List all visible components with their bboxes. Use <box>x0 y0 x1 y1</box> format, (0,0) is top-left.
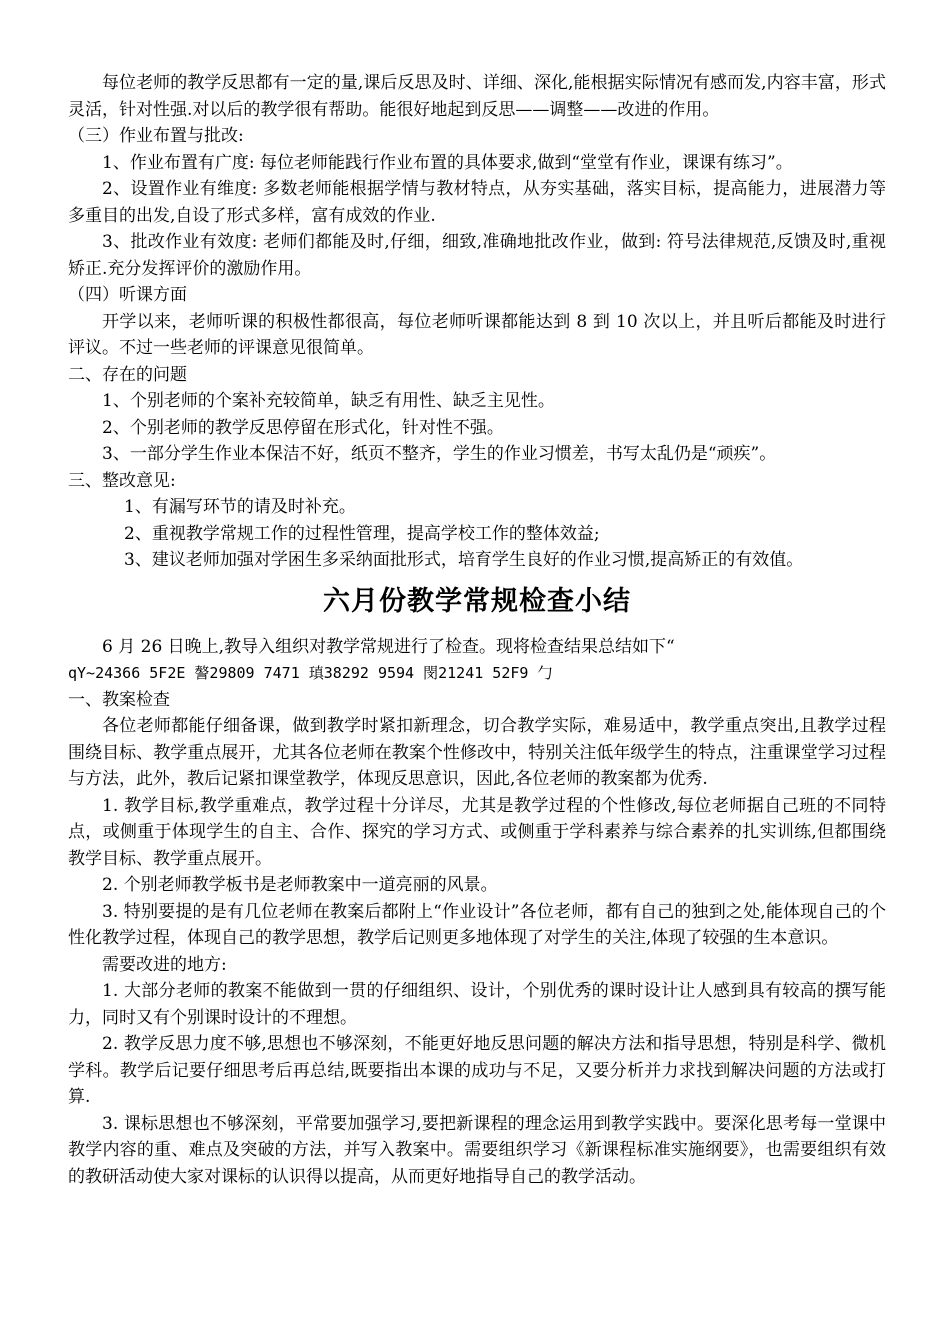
listening-paragraph: 开学以来，老师听课的积极性都很高，每位老师听课都能达到 8 到 10 次以上，并且听后都能及时进行评议。不过一些老师的评课意见很简单。 <box>68 311 886 358</box>
problem-item-2: 2、个别老师的教学反思停留在形式化，针对性不强。 <box>102 417 504 438</box>
heading-problems: 二、存在的问题 <box>68 364 187 385</box>
lesson-plan-item-1: 1. 教学目标,教学重难点，教学过程十分详尽，尤其是教学过程的个性修改,每位老师据自己班的不同特点，或侧重于体现学生的自主、合作、探究的学习方式、或侧重于学科素养与综合素养的扎实训练,但都围绕教学目标、教学重点展开。 <box>68 795 886 869</box>
fix-item-3: 3、建议老师加强对学困生多采纳面批形式，培育学生良好的作业习惯,提高矫正的有效值。 <box>124 550 804 570</box>
lesson-plan-paragraph: 各位老师都能仔细备课，做到教学时紧扣新理念，切合教学实际，难易适中，教学重点突出,且教学过程围绕目标、教学重点展开，尤其各位老师在教案个性修改中，特别关注低年级学生的特点，注重课堂学习过程与方法，此外，教后记紧扣课堂教学，体现反思意识，因此,各位老师的教案都为优秀. <box>68 716 886 789</box>
lesson-plan-item-3: 3. 特别要提的是有几位老师在教案后都附上“作业设计”各位老师，都有自己的独到之处,能体现自己的个性化教学过程，体现自己的教学思想，教学后记则更多地体现了对学生的关注,体现了较强的生本意识。 <box>68 901 886 948</box>
heading-fixes: 三、整改意见: <box>68 470 176 491</box>
reflection-paragraph: 每位老师的教学反思都有一定的量,课后反思及时、详细、深化,能根据实际情况有感而发,内容丰富，形式灵活，针对性强.对以后的教学很有帮助。能很好地起到反思——调整——改进的作用。 <box>68 73 886 120</box>
homework-item-1: 1、作业布置有广度: 每位老师能践行作业布置的具体要求,做到“堂堂有作业，课课有练习”。 <box>102 152 793 173</box>
improvement-item-2: 2. 教学反思力度不够,思想也不够深刻，不能更好地反思问题的解决方法和指导思想，特别是科学、微机学科。教学后记要仔细思考后再总结,既要指出本课的成功与不足，又要分析并力求找到解决问题的方法或打算. <box>68 1034 886 1107</box>
problem-item-3: 3、一部分学生作业本保洁不好，纸页不整齐，学生的作业习惯差，书写太乱仍是“顽疾”。 <box>102 444 777 464</box>
document-page <box>68 70 886 1190</box>
improvement-item-3: 3. 课标思想也不够深刻，平常要加强学习,要把新课程的理念运用到教学实践中。要深化思考每一堂课中教学内容的重、难点及突破的方法，并写入教案中。需要组织学习《新课程标准实施纲要》，也需要组织有效的教研活动使大家对课标的认识得以提高，从而更好地指导自己的教学活动。 <box>68 1113 886 1187</box>
fix-item-2: 2、重视教学常规工作的过程性管理，提高学校工作的整体效益; <box>124 523 600 544</box>
garbled-text-line: qY~24366 5F2E 謷29809 7471 瑱38292 9594 閔21241 52F9 勹 <box>68 664 553 682</box>
fix-item-1: 1、有漏写环节的请及时补充。 <box>124 497 356 517</box>
intro-paragraph: 6 月 26 日晚上,教导入组织对教学常规进行了检查。现将检查结果总结如下“ <box>102 636 675 657</box>
heading-lesson-plan: 一、教案检查 <box>68 689 170 710</box>
improvement-item-1: 1. 大部分老师的教案不能做到一贯的仔细组织、设计，个别优秀的课时设计让人感到具有较高的撰写能力，同时又有个别课时设计的不理想。 <box>68 981 886 1028</box>
heading-listening: （四）听课方面 <box>68 285 187 305</box>
lesson-plan-item-2: 2. 个别老师教学板书是老师教案中一道亮丽的风景。 <box>102 875 498 895</box>
section-title: 六月份教学常规检查小结 <box>323 585 631 617</box>
homework-item-3: 3、批改作业有效度: 老师们都能及时,仔细，细致,准确地批改作业，做到: 符号法律规范,反馈及时,重视矫正.充分发挥评价的激励作用。 <box>68 232 886 279</box>
heading-homework: （三）作业布置与批改: <box>68 126 244 146</box>
homework-item-2: 2、设置作业有维度: 多数老师能根据学情与教材特点，从夯实基础，落实目标，提高能力，进展潜力等多重目的出发,自设了形式多样，富有成效的作业. <box>68 179 886 226</box>
heading-improvements: 需要改进的地方: <box>102 954 227 975</box>
problem-item-1: 1、个别老师的个案补充较简单，缺乏有用性、缺乏主见性。 <box>102 391 555 411</box>
